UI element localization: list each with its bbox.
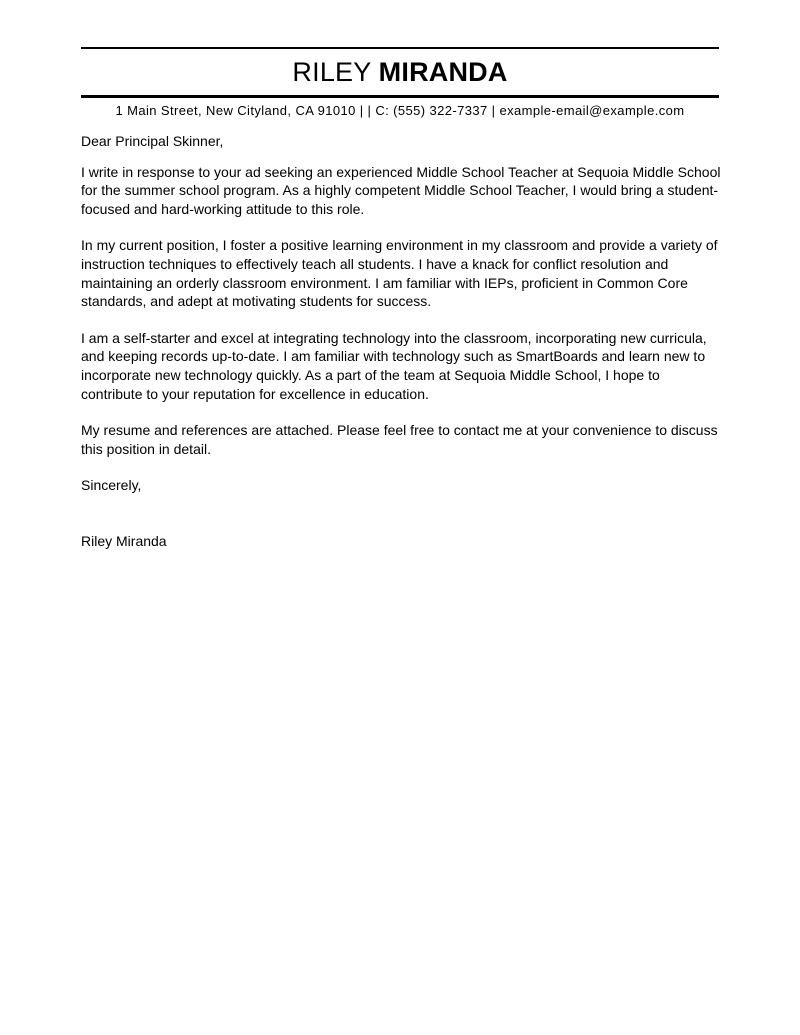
salutation: Dear Principal Skinner, <box>81 133 224 149</box>
paragraph-intro: I write in response to your ad seeking an experienced Middle School Teacher at Sequoia Middle School for the summer school program. As a highly competent Middle School Teacher, I would bring a student-focused and hard-working attitude to this role. <box>81 163 721 217</box>
closing: Sincerely, <box>81 477 142 494</box>
applicant-first-name: RILEY <box>292 57 371 87</box>
applicant-name <box>81 54 719 90</box>
letter-body <box>81 132 721 551</box>
header-bottom-rule <box>81 95 719 98</box>
paragraph-technology: I am a self-starter and excel at integrating technology into the classroom, incorporating new curricula, and keeping records up-to-date. I am familiar with technology such as SmartBoards and learn new to incorporate new technology quickly. As a part of the team at Sequoia Middle School, I hope to contribute to your reputation for excellence in education. <box>81 329 707 402</box>
header-top-rule <box>81 47 719 49</box>
paragraph-closing-request: My resume and references are attached. Please feel free to contact me at your convenience to discuss this position in detail. <box>81 422 718 457</box>
applicant-last-name: MIRANDA <box>378 57 508 87</box>
contact-info-line: 1 Main Street, New Cityland, CA 91010 | | C: (555) 322-7337 | example-email@example.com <box>115 103 685 118</box>
paragraph-current-position: In my current position, I foster a positive learning environment in my classroom and provide a variety of instruction techniques to effectively teach all students. I have a knack for conflict resolution and maintaining an orderly classroom environment. I am familiar with IEPs, proficient in Common Core standards, and adept at motivating students for success. <box>81 237 718 310</box>
signature-name: Riley Miranda <box>81 532 167 549</box>
